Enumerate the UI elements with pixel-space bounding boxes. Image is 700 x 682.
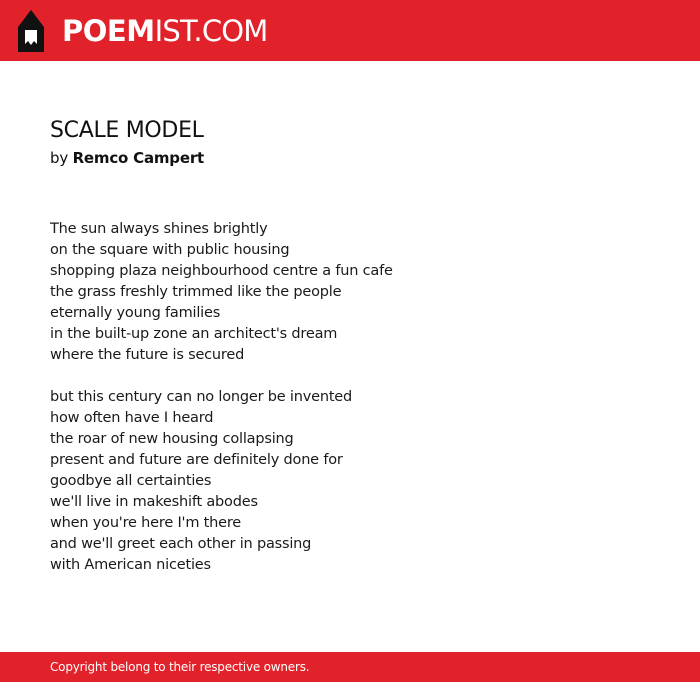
poem-line: the grass freshly trimmed like the people [50, 284, 342, 300]
poem-line: in the built-up zone an architect's dream [50, 326, 338, 342]
poem-line: eternally young families [50, 305, 221, 321]
poem-line: how often have I heard [50, 410, 214, 426]
poem-body [50, 219, 650, 576]
poem-line: with American niceties [50, 557, 211, 573]
copyright-notice: Copyright belong to their respective owners. [50, 660, 310, 674]
poem-title: SCALE MODEL [50, 118, 204, 143]
poem-line: where the future is secured [50, 347, 245, 363]
poem-line: shopping plaza neighbourhood centre a fun cafe [50, 263, 393, 279]
logo-bold-text: POEM [62, 14, 155, 48]
poem-line: present and future are definitely done for [50, 452, 343, 468]
poem-line: The sun always shines brightly [50, 221, 268, 237]
site-logo-link[interactable] [18, 9, 268, 53]
poem-content [50, 116, 650, 597]
poem-line: and we'll greet each other in passing [50, 536, 312, 552]
poem-line: goodbye all certainties [50, 473, 212, 489]
site-footer [0, 652, 700, 682]
byline-prefix: by [50, 149, 68, 167]
logo-light-text: IST.COM [154, 14, 268, 48]
stanza-1 [50, 219, 650, 366]
byline [50, 147, 650, 169]
site-header [0, 0, 700, 61]
poem-line: on the square with public housing [50, 242, 290, 258]
pencil-logo-icon [18, 10, 44, 52]
poem-line: when you're here I'm there [50, 515, 242, 531]
poem-line: we'll live in makeshift abodes [50, 494, 258, 510]
stanza-2 [50, 387, 650, 576]
poem-line: but this century can no longer be invented [50, 389, 353, 405]
site-logo-text [62, 9, 268, 53]
author-name: Remco Campert [72, 149, 204, 167]
poem-line: the roar of new housing collapsing [50, 431, 294, 447]
